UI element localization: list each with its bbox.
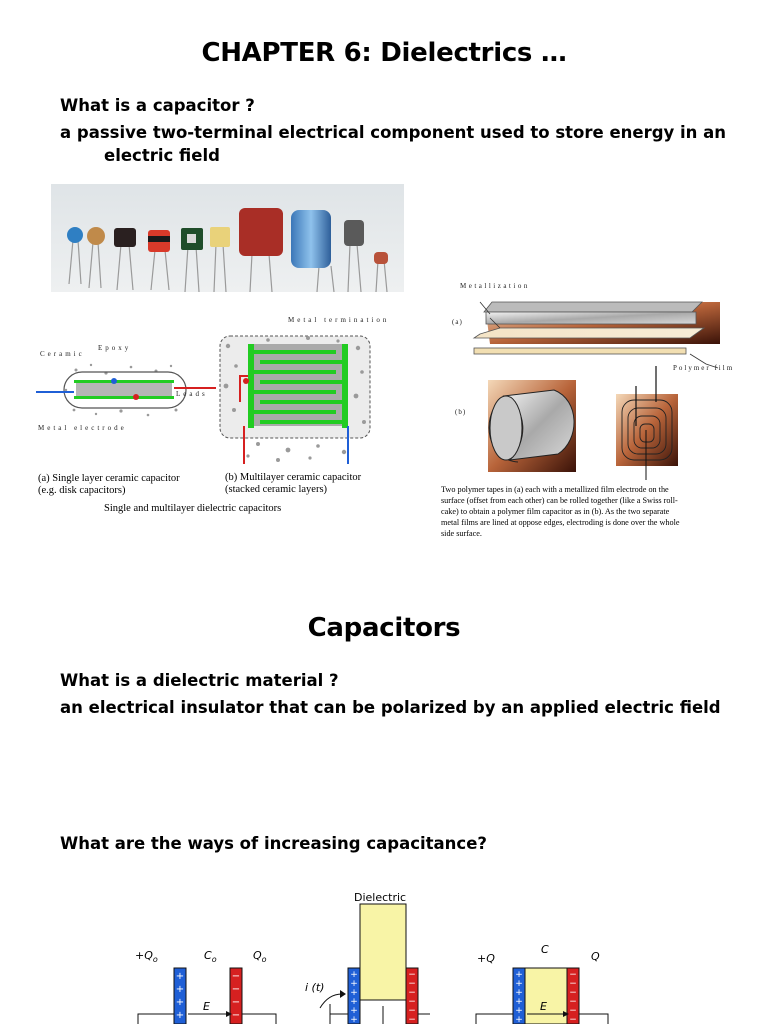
label-current: i (t) <box>305 981 325 994</box>
svg-text:−: − <box>569 997 577 1007</box>
label-e-right: E <box>540 1000 547 1013</box>
label-co: $C_o$ <box>204 949 217 965</box>
label-ceramic: Ceramic <box>40 350 85 358</box>
svg-text:−: − <box>231 984 241 995</box>
chapter-title: CHAPTER 6: Dielectrics … <box>201 38 567 68</box>
label-metallization: Metallization <box>460 282 530 290</box>
label-minus-qo: $Q_o$ <box>253 949 267 965</box>
svg-text:−: − <box>231 971 241 982</box>
svg-text:+: + <box>350 979 358 989</box>
svg-text:−: − <box>408 1015 416 1024</box>
svg-text:−: − <box>231 997 241 1008</box>
svg-text:−: − <box>569 970 577 980</box>
capacitance-question: What are the ways of increasing capacitance? <box>60 834 487 853</box>
label-metal-electrode: Metal electrode <box>38 424 127 432</box>
caption-b-line1: (b) Multilayer ceramic capacitor <box>225 472 362 483</box>
svg-text:+: + <box>175 971 185 982</box>
capacitor-question: What is a capacitor ? <box>60 96 255 115</box>
film-note-line: side surface. <box>441 529 482 538</box>
caption-a-line2: (e.g. disk capacitors) <box>38 485 126 496</box>
label-part-a: (a) <box>452 318 463 326</box>
svg-text:+: + <box>515 970 523 980</box>
label-plus-q: +Q <box>477 952 495 965</box>
svg-text:+: + <box>350 1015 358 1024</box>
label-epoxy: Epoxy <box>98 344 132 352</box>
svg-text:+: + <box>175 997 185 1008</box>
svg-text:−: − <box>569 979 577 989</box>
film-capacitor-note <box>441 484 741 539</box>
polymer-film-diagram <box>470 290 742 480</box>
svg-text:−: − <box>231 1010 241 1021</box>
capacitor-definition-line1: a passive two-terminal electrical component used to store energy in an <box>60 123 727 142</box>
svg-text:+: + <box>515 979 523 989</box>
film-note-line: Two polymer tapes in (a) each with a metallized film electrode on the <box>441 485 669 494</box>
capacitor-definition-line2: electric field <box>104 146 220 165</box>
svg-text:+: + <box>350 1006 358 1016</box>
svg-text:−: − <box>408 997 416 1007</box>
svg-text:+: + <box>350 997 358 1007</box>
film-note-line: surface (offset from each other) can be rolled together (like a Swiss roll- <box>441 496 678 505</box>
dielectric-definition: an electrical insulator that can be polarized by an applied electric field <box>60 698 721 717</box>
svg-text:−: − <box>408 979 416 989</box>
label-part-b: (b) <box>455 408 467 416</box>
svg-text:+: + <box>515 1015 523 1024</box>
svg-text:+: + <box>175 1010 185 1021</box>
svg-text:+: + <box>515 988 523 998</box>
svg-text:+: + <box>515 1006 523 1016</box>
ceramic-figure-caption: Single and multilayer dielectric capacitors <box>104 503 282 514</box>
dielectric-question: What is a dielectric material ? <box>60 671 339 690</box>
svg-text:−: − <box>569 1015 577 1024</box>
svg-text:+: + <box>515 997 523 1007</box>
multilayer-ceramic-diagram <box>218 326 380 466</box>
caption-a-line1: (a) Single layer ceramic capacitor <box>38 473 180 484</box>
film-note-line: cake) to obtain a polymer film capacitor as in (b). As the two separate <box>441 507 670 516</box>
capacitor-photo <box>51 184 404 292</box>
svg-text:−: − <box>408 988 416 998</box>
svg-text:−: − <box>408 1006 416 1016</box>
svg-text:−: − <box>408 970 416 980</box>
label-q: Q <box>591 950 600 963</box>
film-note-line: metal films are lined at oppose edges, electroding is done over the whole <box>441 518 680 527</box>
label-plus-qo: $+Q_o$ <box>135 949 158 965</box>
svg-text:−: − <box>569 988 577 998</box>
label-polymer-film: Polymer film <box>673 364 735 372</box>
svg-text:+: + <box>350 988 358 998</box>
label-dielectric: Dielectric <box>354 891 407 904</box>
label-e-left: E <box>203 1000 210 1013</box>
svg-text:+: + <box>175 984 185 995</box>
label-c: C <box>541 943 549 956</box>
caption-b-line2: (stacked ceramic layers) <box>225 484 328 495</box>
svg-text:−: − <box>569 1006 577 1016</box>
label-metal-termination: Metal termination <box>288 316 390 324</box>
capacitors-title: Capacitors <box>307 613 461 643</box>
svg-text:+: + <box>350 970 358 980</box>
label-leads: Leads <box>176 390 208 398</box>
